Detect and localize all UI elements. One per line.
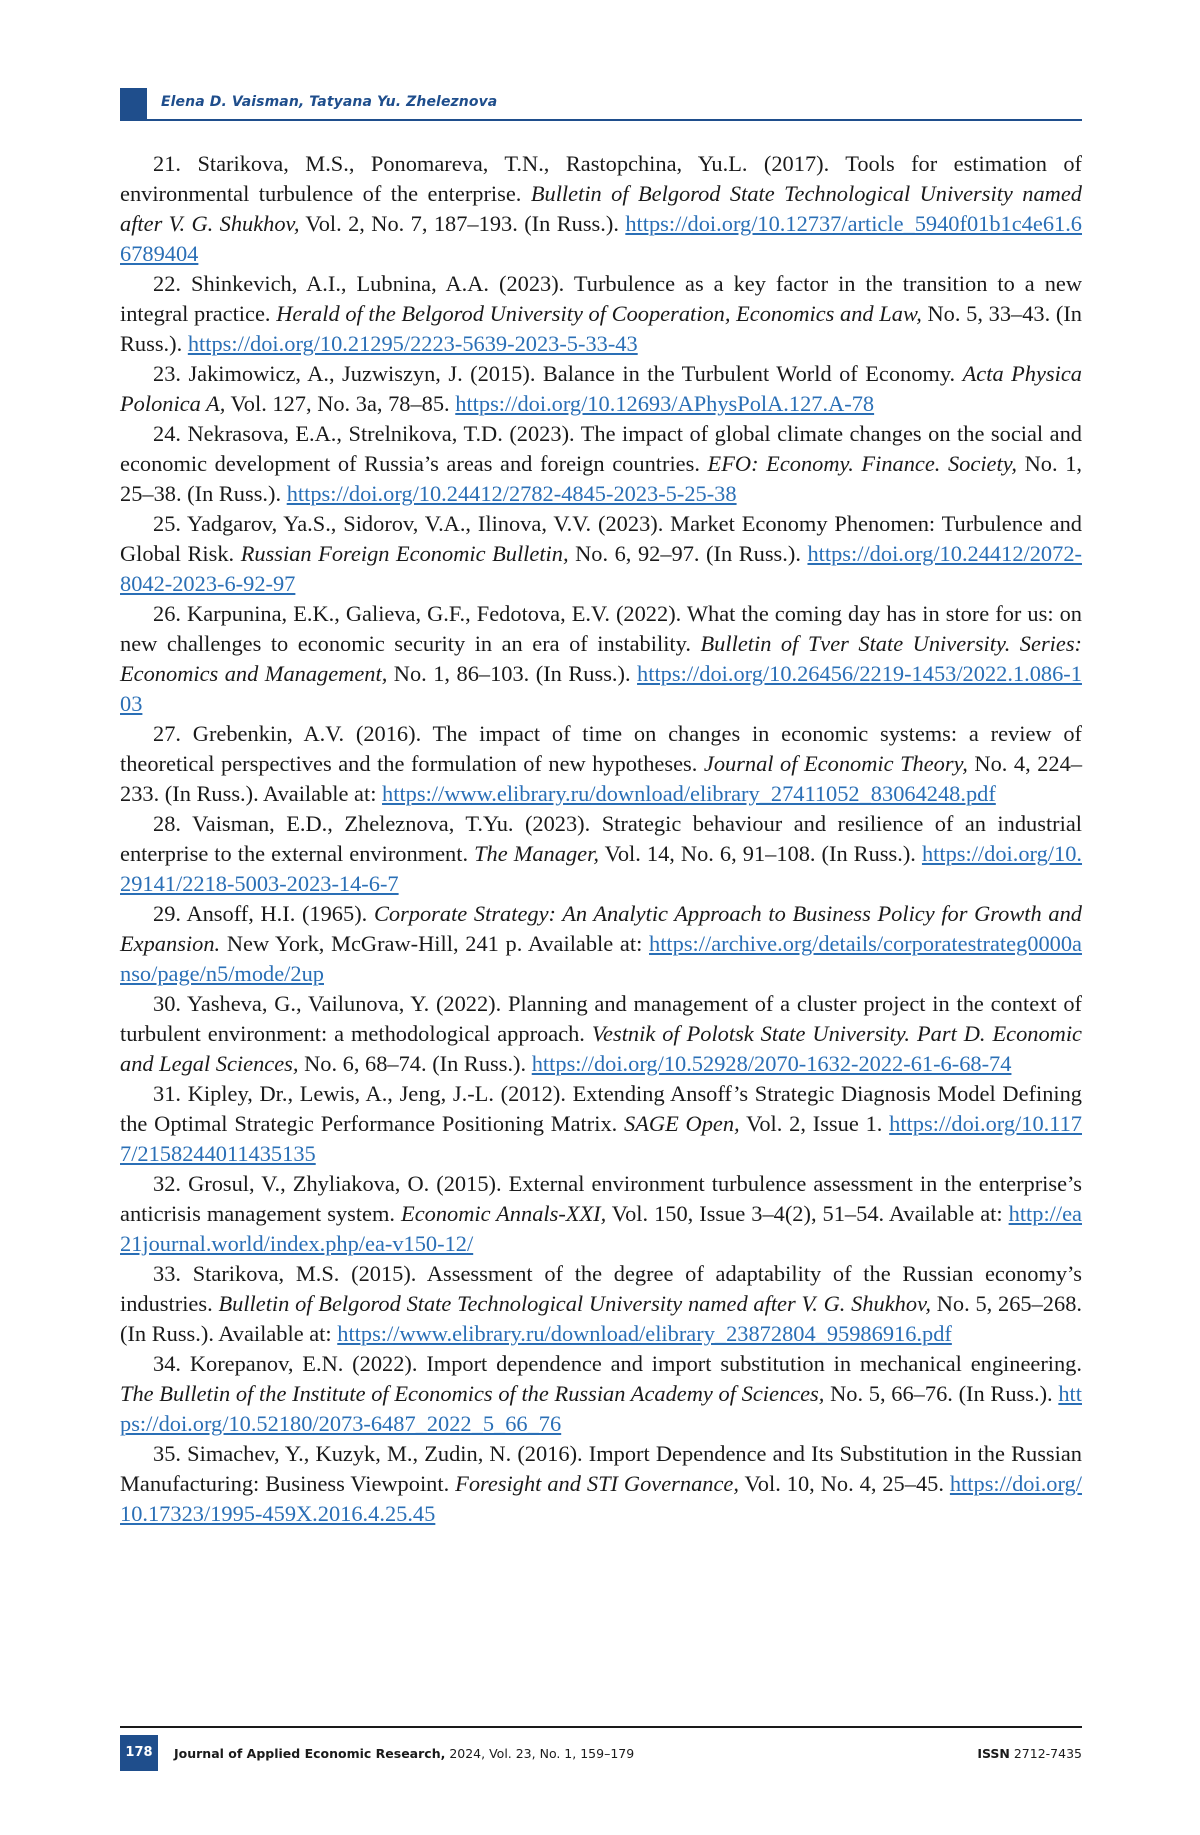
reference-source: EFO: Economy. Finance. Society, bbox=[707, 451, 1017, 476]
header-rule bbox=[120, 119, 1082, 121]
reference-item bbox=[120, 719, 1082, 809]
reference-text: Korepanov, E.N. (2022). Import dependence and import substitution in mechanical engineering. bbox=[189, 1351, 1082, 1376]
reference-details: No. 1, 86–103. (In Russ.). bbox=[393, 661, 631, 686]
reference-number: 25. bbox=[153, 511, 181, 536]
reference-list bbox=[120, 149, 1082, 1529]
reference-source: The Bulletin of the Institute of Economics of the Russian Academy of Sciences, bbox=[120, 1381, 825, 1406]
reference-number: 34. bbox=[153, 1351, 181, 1376]
reference-link[interactable]: http://ea21journal.world/index.php/ea-v150-12/ bbox=[120, 1201, 1082, 1256]
reference-source: Corporate Strategy: An Analytic Approach to Business Policy for Growth and Expansion. bbox=[120, 901, 1082, 956]
reference-link[interactable]: https://doi.org/10.52928/2070-1632-2022-61-6-68-74 bbox=[531, 1051, 1012, 1076]
reference-link[interactable]: https://doi.org/10.1177/2158244011435135 bbox=[120, 1111, 1082, 1166]
footer-issn bbox=[977, 1746, 1082, 1761]
footer-rule bbox=[120, 1726, 1082, 1728]
reference-link[interactable]: https://doi.org/10.12693/APhysPolA.127.A-78 bbox=[455, 391, 875, 416]
reference-source: Journal of Economic Theory, bbox=[703, 751, 968, 776]
page-number: 178 bbox=[120, 1735, 158, 1771]
reference-link[interactable]: https://doi.org/10.24412/2072-8042-2023-6-92-97 bbox=[120, 541, 1082, 596]
reference-link[interactable]: https://doi.org/10.26456/2219-1453/2022.1.086-103 bbox=[120, 661, 1082, 716]
reference-text: Vaisman, E.D., Zheleznova, T.Yu. (2023). Strategic behaviour and resilience of an industrial enterprise to the external environment. bbox=[120, 811, 1082, 866]
reference-number: 33. bbox=[153, 1261, 181, 1286]
reference-source: Acta Physica Polonica A, bbox=[120, 361, 1082, 416]
reference-number: 31. bbox=[153, 1081, 181, 1106]
reference-item bbox=[120, 1439, 1082, 1529]
reference-text: Nekrasova, E.A., Strelnikova, T.D. (2023). The impact of global climate changes on the social and economic development of Russia’s areas and foreign countries. bbox=[120, 421, 1082, 476]
reference-source: Economic Annals-XXI, bbox=[401, 1201, 607, 1226]
reference-link[interactable]: https://www.elibrary.ru/download/elibrary_27411052_83064248.pdf bbox=[382, 781, 996, 806]
reference-item bbox=[120, 1079, 1082, 1169]
reference-details: New York, McGraw-Hill, 241 p. Available at: bbox=[226, 931, 643, 956]
reference-item bbox=[120, 809, 1082, 899]
reference-text: Shinkevich, A.I., Lubnina, A.A. (2023). Turbulence as a key factor in the transition to a new integral practice. bbox=[120, 271, 1082, 326]
reference-link[interactable]: https://doi.org/10.24412/2782-4845-2023-5-25-38 bbox=[286, 481, 737, 506]
reference-link[interactable]: https://www.elibrary.ru/download/elibrary_23872804_95986916.pdf bbox=[337, 1321, 952, 1346]
reference-link[interactable]: https://doi.org/10.12737/article_5940f01b1c4e61.66789404 bbox=[120, 211, 1082, 266]
reference-details: Vol. 2, No. 7, 187–193. (In Russ.). bbox=[305, 211, 619, 236]
reference-text: Starikova, M.S. (2015). Assessment of the degree of adaptability of the Russian economy’s industries. bbox=[120, 1261, 1082, 1316]
reference-source: Foresight and STI Governance, bbox=[455, 1471, 739, 1496]
journal-name: Journal of Applied Economic Research, bbox=[174, 1746, 446, 1761]
reference-text: Karpunina, E.K., Galieva, G.F., Fedotova, E.V. (2022). What the coming day has in store for us: on new challenges to economic security in an era of instability. bbox=[120, 601, 1082, 656]
footer-journal bbox=[174, 1746, 634, 1761]
reference-details: Vol. 2, Issue 1. bbox=[746, 1111, 883, 1136]
reference-item bbox=[120, 1259, 1082, 1349]
reference-details: No. 5, 66–76. (In Russ.). bbox=[830, 1381, 1053, 1406]
reference-link[interactable]: https://doi.org/10.52180/2073-6487_2022_5_66_76 bbox=[120, 1381, 1082, 1436]
running-header bbox=[120, 88, 1082, 120]
reference-details: Vol. 10, No. 4, 25–45. bbox=[744, 1471, 944, 1496]
issn-value: 2712-7435 bbox=[1013, 1746, 1082, 1761]
reference-text: Grosul, V., Zhyliakova, O. (2015). External environment turbulence assessment in the enterprise’s anticrisis management system. bbox=[120, 1171, 1082, 1226]
reference-text: Yadgarov, Ya.S., Sidorov, V.A., Ilinova, V.V. (2023). Market Economy Phenomen: Turbulence and Global Risk. bbox=[120, 511, 1082, 566]
reference-details: No. 1, 25–38. (In Russ.). bbox=[120, 451, 1082, 506]
reference-details: No. 4, 224–233. (In Russ.). Available at: bbox=[120, 751, 1083, 806]
reference-link[interactable]: https://doi.org/10.21295/2223-5639-2023-5-33-43 bbox=[187, 331, 638, 356]
reference-text: Simachev, Y., Kuzyk, M., Zudin, N. (2016). Import Dependence and Its Substitution in the Russian Manufacturing: Business Viewpoint. bbox=[120, 1441, 1082, 1496]
reference-details: No. 6, 92–97. (In Russ.). bbox=[575, 541, 801, 566]
reference-number: 24. bbox=[153, 421, 181, 446]
header-accent-block bbox=[120, 88, 147, 120]
reference-link[interactable]: https://doi.org/10.17323/1995-459X.2016.4.25.45 bbox=[120, 1471, 1082, 1526]
reference-item bbox=[120, 149, 1082, 269]
reference-source: Bulletin of Belgorod State Technological University named after V. G. Shukhov, bbox=[218, 1291, 931, 1316]
reference-text: Jakimowicz, A., Juzwiszyn, J. (2015). Balance in the Turbulent World of Economy. bbox=[188, 361, 956, 386]
reference-number: 32. bbox=[153, 1171, 181, 1196]
reference-text: Grebenkin, A.V. (2016). The impact of time on changes in economic systems: a review of theoretical perspectives and the formulation of new hypotheses. bbox=[120, 721, 1082, 776]
reference-item bbox=[120, 599, 1082, 719]
reference-number: 22. bbox=[153, 271, 181, 296]
reference-source: Bulletin of Belgorod State Technological University named after V. G. Shukhov, bbox=[120, 181, 1082, 236]
reference-number: 23. bbox=[153, 361, 181, 386]
reference-source: Herald of the Belgorod University of Cooperation, Economics and Law, bbox=[276, 301, 922, 326]
reference-source: Vestnik of Polotsk State University. Part D. Economic and Legal Sciences, bbox=[120, 1021, 1082, 1076]
reference-number: 29. bbox=[153, 901, 181, 926]
reference-source: Russian Foreign Economic Bulletin, bbox=[240, 541, 569, 566]
reference-details: No. 5, 33–43. (In Russ.). bbox=[120, 301, 1082, 356]
reference-source: Bulletin of Tver State University. Series: Economics and Management, bbox=[120, 631, 1082, 686]
reference-link[interactable]: https://doi.org/10.29141/2218-5003-2023-14-6-7 bbox=[120, 841, 1083, 896]
reference-source: SAGE Open, bbox=[624, 1111, 740, 1136]
journal-details: 2024, Vol. 23, No. 1, 159–179 bbox=[449, 1746, 635, 1761]
reference-item bbox=[120, 989, 1082, 1079]
reference-details: No. 6, 68–74. (In Russ.). bbox=[304, 1051, 527, 1076]
reference-text: Kipley, Dr., Lewis, A., Jeng, J.-L. (2012). Extending Ansoff’s Strategic Diagnosis Model Defining the Optimal Strategic Performance Positioning Matrix. bbox=[120, 1081, 1083, 1136]
reference-text: Yasheva, G., Vailunova, Y. (2022). Planning and management of a cluster project in the context of turbulent environment: a methodological approach. bbox=[120, 991, 1082, 1046]
reference-item bbox=[120, 509, 1082, 599]
reference-item bbox=[120, 1349, 1082, 1439]
reference-number: 26. bbox=[153, 601, 181, 626]
reference-number: 30. bbox=[153, 991, 181, 1016]
reference-number: 21. bbox=[153, 151, 181, 176]
reference-link[interactable]: https://archive.org/details/corporatestrateg0000anso/page/n5/mode/2up bbox=[120, 931, 1082, 986]
issn-label: ISSN bbox=[977, 1746, 1010, 1761]
reference-details: Vol. 127, No. 3a, 78–85. bbox=[230, 391, 450, 416]
reference-details: Vol. 14, No. 6, 91–108. (In Russ.). bbox=[604, 841, 916, 866]
reference-item bbox=[120, 1169, 1082, 1259]
page-footer bbox=[120, 1726, 1082, 1772]
reference-details: Vol. 150, Issue 3–4(2), 51–54. Available at: bbox=[611, 1201, 1003, 1226]
reference-item bbox=[120, 419, 1082, 509]
reference-item bbox=[120, 359, 1082, 419]
reference-details: No. 5, 265–268. (In Russ.). Available at: bbox=[120, 1291, 1082, 1346]
header-authors: Elena D. Vaisman, Tatyana Yu. Zheleznova bbox=[161, 94, 498, 110]
reference-text: Starikova, M.S., Ponomareva, T.N., Rastopchina, Yu.L. (2017). Tools for estimation of environmental turbulence of the enterprise. bbox=[120, 151, 1082, 206]
reference-number: 35. bbox=[153, 1441, 181, 1466]
reference-item bbox=[120, 899, 1082, 989]
reference-number: 27. bbox=[153, 721, 181, 746]
reference-item bbox=[120, 269, 1082, 359]
reference-number: 28. bbox=[153, 811, 181, 836]
reference-source: The Manager, bbox=[474, 841, 599, 866]
reference-text: Ansoff, H.I. (1965). bbox=[186, 901, 368, 926]
